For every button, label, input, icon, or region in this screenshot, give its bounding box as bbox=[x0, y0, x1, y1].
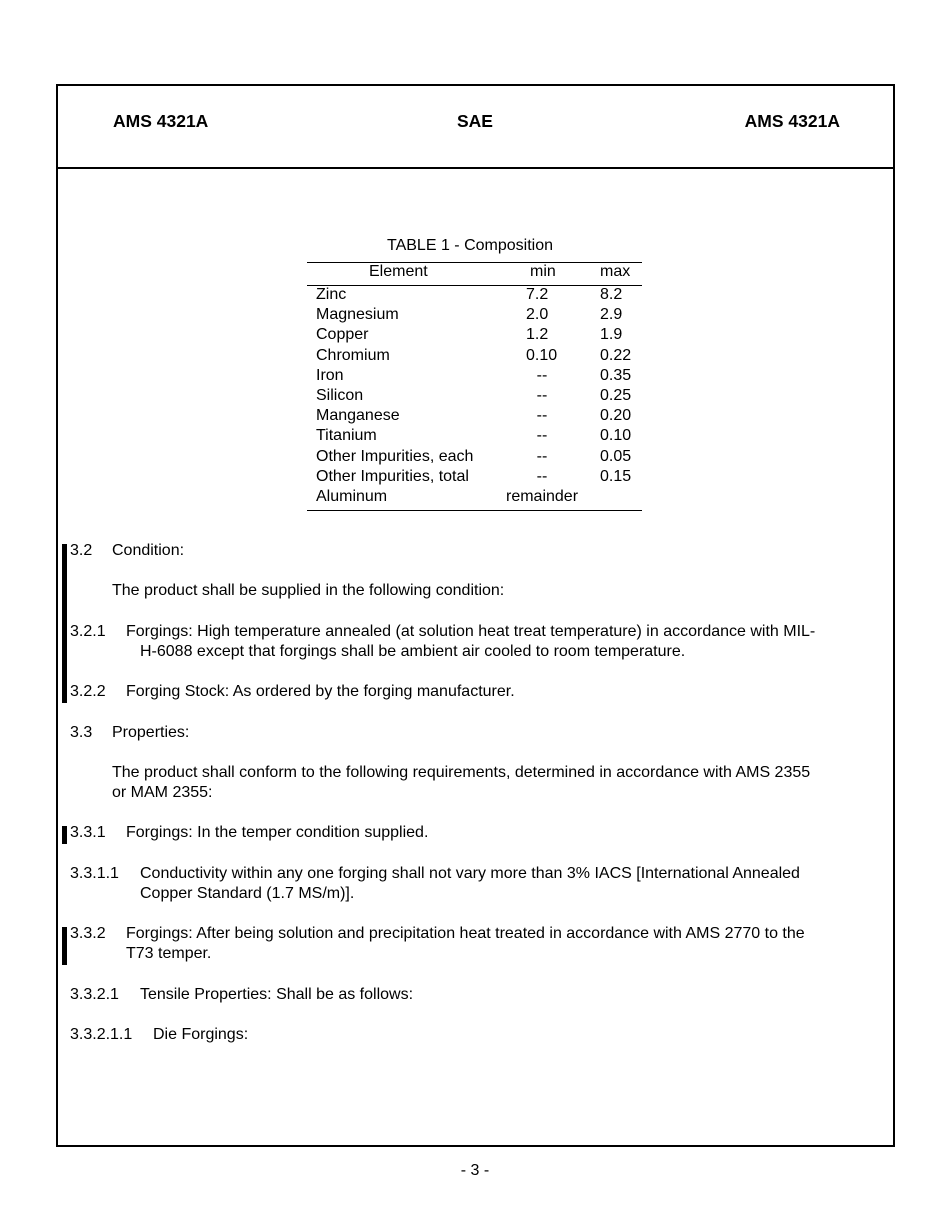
header-doc-number-left: AMS 4321A bbox=[113, 111, 209, 131]
table-cell-max: 1.9 bbox=[600, 326, 623, 344]
header-doc-number-right: AMS 4321A bbox=[744, 111, 840, 131]
table-row bbox=[0, 386, 950, 406]
table-cell-max: 0.22 bbox=[600, 346, 632, 364]
section-number: 3.2 bbox=[70, 542, 93, 559]
paragraph-text: The product shall be supplied in the following condition: bbox=[112, 582, 505, 599]
table-cell-max: 0.05 bbox=[600, 447, 632, 465]
paragraph-text: Forgings: After being solution and precipitation heat treated in accordance with AMS 2770 to the bbox=[126, 925, 805, 942]
table-header-element: Element bbox=[369, 263, 428, 280]
section-number: 3.3.1 bbox=[70, 824, 106, 841]
header-divider bbox=[58, 167, 893, 169]
page-number: - 3 - bbox=[460, 1162, 490, 1179]
table-cell-min: 2.0 bbox=[526, 306, 549, 324]
table-row bbox=[0, 487, 950, 507]
section-number: 3.2.1 bbox=[70, 623, 106, 640]
section-title: Condition: bbox=[112, 542, 185, 559]
table-row bbox=[0, 406, 950, 426]
table-cell-element: Other Impurities, total bbox=[316, 467, 469, 485]
table-cell-element: Copper bbox=[316, 326, 369, 344]
table-cell-min: remainder bbox=[505, 488, 579, 505]
table-row bbox=[0, 305, 950, 325]
paragraph-text: T73 temper. bbox=[126, 945, 212, 962]
table-cell-max: 0.35 bbox=[600, 366, 632, 384]
table-cell-element: Titanium bbox=[316, 427, 377, 445]
paragraph-text: Conductivity within any one forging shall not vary more than 3% IACS [International Annealed bbox=[140, 865, 800, 882]
table-cell-element: Aluminum bbox=[316, 488, 388, 505]
section-number: 3.3 bbox=[70, 724, 93, 741]
table-row bbox=[0, 285, 950, 305]
table-row bbox=[0, 447, 950, 467]
table-header-row bbox=[0, 262, 950, 282]
section-number: 3.2.2 bbox=[70, 683, 106, 700]
section-number: 3.3.1.1 bbox=[70, 865, 119, 882]
table-cell-min: -- bbox=[536, 407, 548, 425]
table-row bbox=[0, 366, 950, 386]
header-publisher: SAE bbox=[457, 111, 493, 131]
table-cell-element: Other Impurities, each bbox=[316, 447, 474, 465]
table-cell-min: -- bbox=[536, 447, 548, 465]
table-cell-min: 7.2 bbox=[526, 286, 549, 303]
paragraph-text: Forgings: In the temper condition supplied. bbox=[126, 824, 429, 841]
paragraph-text: Forging Stock: As ordered by the forging manufacturer. bbox=[126, 683, 515, 700]
table-cell-max: 2.9 bbox=[600, 306, 623, 324]
table-cell-element: Magnesium bbox=[316, 306, 399, 324]
section-number: 3.3.2.1 bbox=[70, 986, 119, 1003]
table-header-min: min bbox=[530, 263, 556, 280]
paragraph-text: H-6088 except that forgings shall be ambient air cooled to room temperature. bbox=[140, 643, 686, 660]
table-cell-max: 8.2 bbox=[600, 286, 623, 303]
table-cell-min: 0.10 bbox=[526, 346, 558, 364]
table-cell-min: 1.2 bbox=[526, 326, 549, 344]
change-bar bbox=[62, 826, 67, 844]
section-title: Properties: bbox=[112, 724, 190, 741]
table-row bbox=[0, 467, 950, 487]
table-cell-max: 0.25 bbox=[600, 387, 632, 404]
table-caption: TABLE 1 - Composition bbox=[387, 237, 553, 254]
paragraph-text: or MAM 2355: bbox=[112, 784, 213, 801]
table-cell-max: 0.20 bbox=[600, 407, 632, 425]
table-cell-max: 0.10 bbox=[600, 427, 632, 445]
change-bar bbox=[62, 544, 67, 703]
table-cell-min: -- bbox=[536, 387, 548, 404]
table-row bbox=[0, 426, 950, 446]
table-cell-min: -- bbox=[536, 366, 548, 384]
change-bar bbox=[62, 927, 67, 965]
table-cell-element: Zinc bbox=[316, 286, 347, 303]
table-header-max: max bbox=[600, 263, 631, 280]
paragraph-text: The product shall conform to the following requirements, determined in accordance with AMS 2355 bbox=[112, 764, 811, 781]
paragraph-text: Die Forgings: bbox=[153, 1026, 249, 1043]
table-cell-element: Iron bbox=[316, 366, 344, 384]
paragraph-text: Copper Standard (1.7 MS/m)]. bbox=[140, 885, 355, 902]
section-number: 3.3.2 bbox=[70, 925, 106, 942]
table-cell-element: Manganese bbox=[316, 407, 400, 425]
paragraph-text: Forgings: High temperature annealed (at solution heat treat temperature) in accordance with MIL- bbox=[126, 623, 816, 640]
table-bottom-rule bbox=[307, 510, 642, 511]
table-cell-max: 0.15 bbox=[600, 467, 632, 485]
table-cell-min: -- bbox=[536, 427, 548, 445]
table-cell-min: -- bbox=[536, 467, 548, 485]
section-number: 3.3.2.1.1 bbox=[70, 1026, 133, 1043]
paragraph-text: Tensile Properties: Shall be as follows: bbox=[140, 986, 414, 1003]
table-row bbox=[0, 346, 950, 366]
table-row bbox=[0, 325, 950, 345]
table-cell-element: Silicon bbox=[316, 387, 364, 404]
table-cell-element: Chromium bbox=[316, 346, 390, 364]
